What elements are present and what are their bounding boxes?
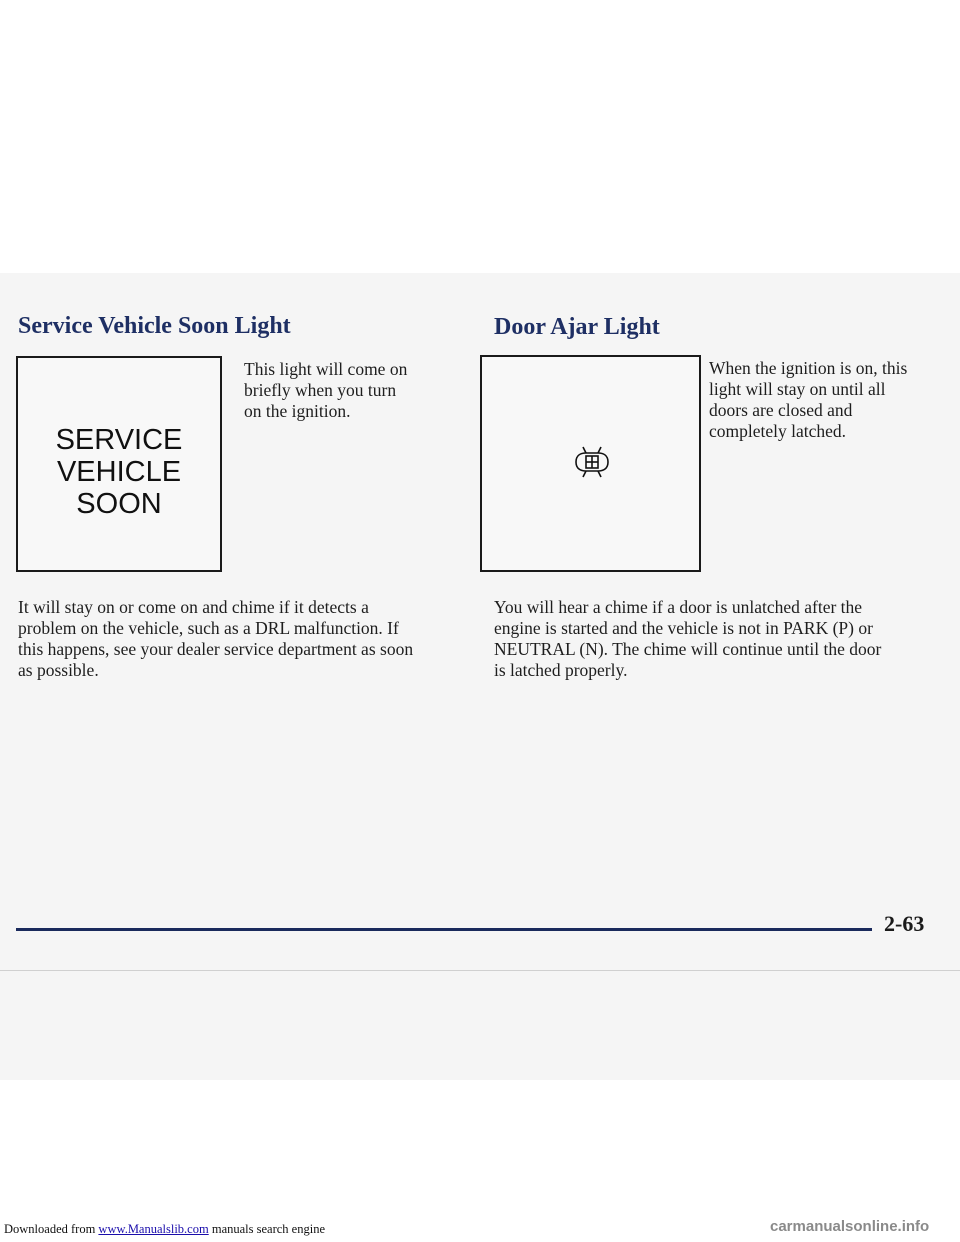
- service-light-body-paragraph: [18, 597, 413, 681]
- text-line: on the ignition.: [244, 401, 351, 421]
- door-ajar-description: [709, 358, 907, 442]
- text-line: doors are closed and: [709, 400, 853, 420]
- door-ajar-indicator: [480, 355, 701, 572]
- text-line: This light will come on: [244, 359, 408, 379]
- text-line: You will hear a chime if a door is unlatched after the: [494, 597, 863, 617]
- download-suffix: manuals search engine: [208, 1222, 325, 1236]
- download-source-bar: [4, 1222, 325, 1237]
- page-number: 2-63: [884, 911, 925, 936]
- text-line: problem on the vehicle, such as a DRL malfunction. If: [18, 618, 399, 638]
- text-line: It will stay on or come on and chime if it detects a: [18, 597, 369, 617]
- text-line: as possible.: [18, 660, 99, 680]
- door-ajar-heading: Door Ajar Light: [494, 314, 660, 340]
- download-prefix: Downloaded from: [4, 1222, 99, 1236]
- text-line: completely latched.: [709, 421, 847, 441]
- door-ajar-body-paragraph: [494, 597, 881, 681]
- footer-rule: [16, 928, 872, 931]
- text-line: this happens, see your dealer service department as soon: [18, 639, 414, 659]
- text-line: When the ignition is on, this: [709, 358, 908, 378]
- scan-divider: [0, 970, 960, 971]
- service-light-description: [244, 359, 407, 422]
- door-ajar-icon: [572, 445, 612, 479]
- indicator-line: SERVICE: [55, 424, 183, 456]
- service-vehicle-soon-indicator: [16, 356, 222, 572]
- text-line: briefly when you turn: [244, 380, 397, 400]
- text-line: is latched properly.: [494, 660, 628, 680]
- text-line: NEUTRAL (N). The chime will continue until the door: [494, 639, 882, 659]
- text-line: light will stay on until all: [709, 379, 886, 399]
- service-vehicle-soon-heading: Service Vehicle Soon Light: [18, 313, 291, 339]
- indicator-line: SOON: [76, 488, 162, 520]
- site-watermark: carmanualsonline.info: [770, 1218, 930, 1235]
- indicator-line: VEHICLE: [56, 456, 182, 488]
- manualslib-link[interactable]: www.Manualslib.com: [98, 1222, 209, 1236]
- text-line: engine is started and the vehicle is not in PARK (P) or: [494, 618, 873, 638]
- indicator-label: [18, 424, 220, 520]
